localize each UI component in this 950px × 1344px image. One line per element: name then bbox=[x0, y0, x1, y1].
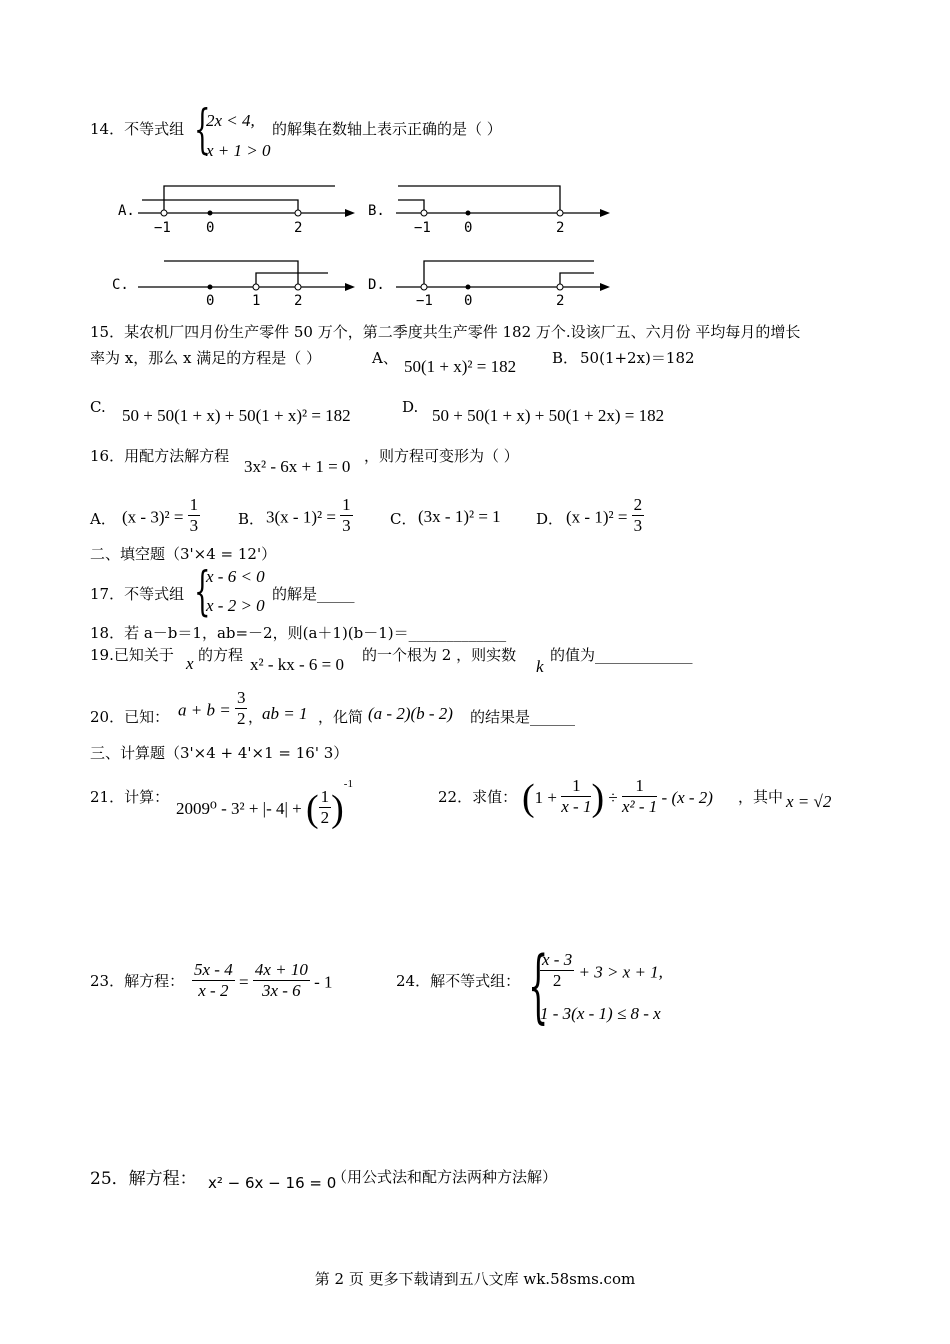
q22-expr: (1 + $\frac{1}{x - 1}$ ) ÷ $\frac{1}{\text{x² - 1}}$ - (x - 2) bbox=[522, 775, 713, 819]
q20-eq2: ab = 1 bbox=[262, 704, 308, 723]
q24-ineq-1: $\frac{x - 3}{2}$ + 3 > x + 1, bbox=[542, 950, 663, 990]
q17-tail: 的解是_____ bbox=[272, 585, 355, 603]
q14-tail: 的解集在数轴上表示正确的是（ ） bbox=[272, 120, 502, 138]
q25-tail: （用公式法和配方法两种方法解） bbox=[332, 1168, 558, 1186]
q16-d-label: D． bbox=[536, 510, 564, 528]
q24-stem: 24．解不等式组： bbox=[396, 972, 521, 990]
q24-ineq-2: 1 - 3(x - 1) ≤ 8 - x bbox=[540, 1004, 661, 1023]
q17-stem: 17．不等式组 bbox=[90, 585, 185, 603]
q20-mid: ，化简 bbox=[318, 708, 364, 726]
q23-eq: $\frac{5x - 4}{x - 2}$ = $\frac{4x + 10}{3x - 6}$ - 1 bbox=[194, 960, 333, 1000]
q22-cond: x = √2 bbox=[786, 792, 832, 811]
q15-c-label: C. bbox=[90, 398, 106, 416]
q15-line-1: 15．某农机厂四月份生产零件 50 万个，第二季度共生产零件 182 万个.设该厂五、六月份 平均每月的增长 bbox=[90, 323, 801, 341]
option-a-label: A. bbox=[118, 203, 135, 219]
q20-comma: ， bbox=[248, 708, 264, 726]
q16-a-label: A． bbox=[90, 510, 116, 528]
q15-d-label: D. bbox=[402, 398, 419, 416]
q25-stem: 25．解方程： bbox=[90, 1169, 197, 1189]
q19-tail: 的值为_____________ bbox=[550, 646, 693, 664]
q19-stem: 19.已知关于 bbox=[90, 646, 174, 664]
q23-stem: 23．解方程： bbox=[90, 972, 185, 990]
svg-text:2: 2 bbox=[556, 220, 565, 236]
svg-text:0: 0 bbox=[206, 293, 215, 309]
q16-option-c: (3x - 1)² = 1 bbox=[418, 507, 501, 526]
svg-text:0: 0 bbox=[206, 220, 215, 236]
arrow-a bbox=[345, 209, 355, 217]
brace: { bbox=[194, 100, 211, 160]
q14-stem: 14．不等式组 bbox=[90, 120, 185, 138]
option-d-label: D. bbox=[368, 277, 385, 293]
q17-ineq-2: x - 2 > 0 bbox=[206, 596, 265, 615]
q15-b-label: B． bbox=[552, 349, 579, 367]
svg-text:1: 1 bbox=[252, 293, 261, 309]
q17-ineq-1: x - 6 < 0 bbox=[206, 567, 265, 586]
q21-stem: 21．计算： bbox=[90, 788, 170, 806]
svg-text:2: 2 bbox=[294, 293, 303, 309]
q16-stem: 16．用配方法解方程 bbox=[90, 447, 230, 465]
q16-option-d: (x - 1)² = $\frac{2}{3}$ bbox=[566, 495, 643, 535]
svg-text:2: 2 bbox=[294, 220, 303, 236]
q16-b-label: B． bbox=[238, 510, 265, 528]
q20-tail: 的结果是______ bbox=[470, 708, 576, 726]
q22-stem: 22．求值： bbox=[438, 788, 518, 806]
q16-c-label: C． bbox=[390, 510, 417, 528]
q15-d-eq: 50 + 50(1 + x) + 50(1 + 2x) = 182 bbox=[432, 406, 665, 425]
q14-ineq-2: x + 1 > 0 bbox=[206, 141, 271, 160]
q15-c-eq: 50 + 50(1 + x) + 50(1 + x)² = 182 bbox=[122, 406, 351, 425]
q19-eq: x² - kx - 6 = 0 bbox=[250, 655, 345, 674]
q20-eq1: a + b = $\frac{3}{2}$ bbox=[178, 688, 246, 728]
svg-text:2: 2 bbox=[556, 293, 565, 309]
q18: 18．若 a－b＝1，ab=－2，则(a＋1)(b－1)＝_____________ bbox=[90, 624, 507, 642]
q16-option-b: 3(x - 1)² = $\frac{1}{3}$ bbox=[266, 495, 351, 535]
svg-text:0: 0 bbox=[464, 293, 473, 309]
section-fill-blank: 二、填空题（3'×4 = 12'） bbox=[90, 545, 277, 563]
option-b-label: B. bbox=[368, 203, 385, 219]
q15-b-eq: 50(1+2x)＝182 bbox=[580, 349, 695, 367]
svg-text:−1: −1 bbox=[416, 293, 433, 309]
q15-line-2: 率为 x，那么 x 满足的方程是（ ） bbox=[90, 349, 321, 367]
page-footer: 第 2 页 更多下载请到五八文库 wk.58sms.com bbox=[314, 1270, 636, 1288]
q19-mid2: 的一个根为 2 ，则实数 bbox=[362, 646, 517, 664]
q16-option-a: (x - 3)² = $\frac{1}{3}$ bbox=[122, 495, 199, 535]
q15-a-eq: 50(1 + x)² = 182 bbox=[404, 357, 517, 376]
q16-tail: ，则方程可变形为（ ） bbox=[364, 447, 519, 465]
q14-ineq-1: 2x < 4, bbox=[206, 111, 255, 130]
q22-mid: ，其中 bbox=[738, 788, 784, 806]
section-calculation: 三、计算题（3'×4 + 4'×1 = 16' 3） bbox=[90, 744, 349, 762]
svg-text:−1: −1 bbox=[154, 220, 171, 236]
q25-eq: x² − 6x − 16 = 0 bbox=[208, 1174, 337, 1192]
option-c-label: C. bbox=[112, 277, 129, 293]
q19-var-k: k bbox=[536, 657, 544, 676]
q21-expr: 2009⁰ - 3² + |- 4| + ( $\frac{1}{2}$ )$^{-1}$ bbox=[176, 778, 353, 831]
q20-expr: (a - 2)(b - 2) bbox=[368, 704, 453, 723]
svg-text:0: 0 bbox=[464, 220, 473, 236]
q19-var-x: x bbox=[186, 654, 194, 673]
q15-a-label: A、 bbox=[372, 349, 398, 367]
q16-eq: 3x² - 6x + 1 = 0 bbox=[244, 457, 351, 476]
q20-stem: 20．已知： bbox=[90, 708, 170, 726]
number-line-options bbox=[100, 175, 630, 310]
q19-mid: 的方程 bbox=[198, 646, 244, 664]
svg-text:−1: −1 bbox=[414, 220, 431, 236]
